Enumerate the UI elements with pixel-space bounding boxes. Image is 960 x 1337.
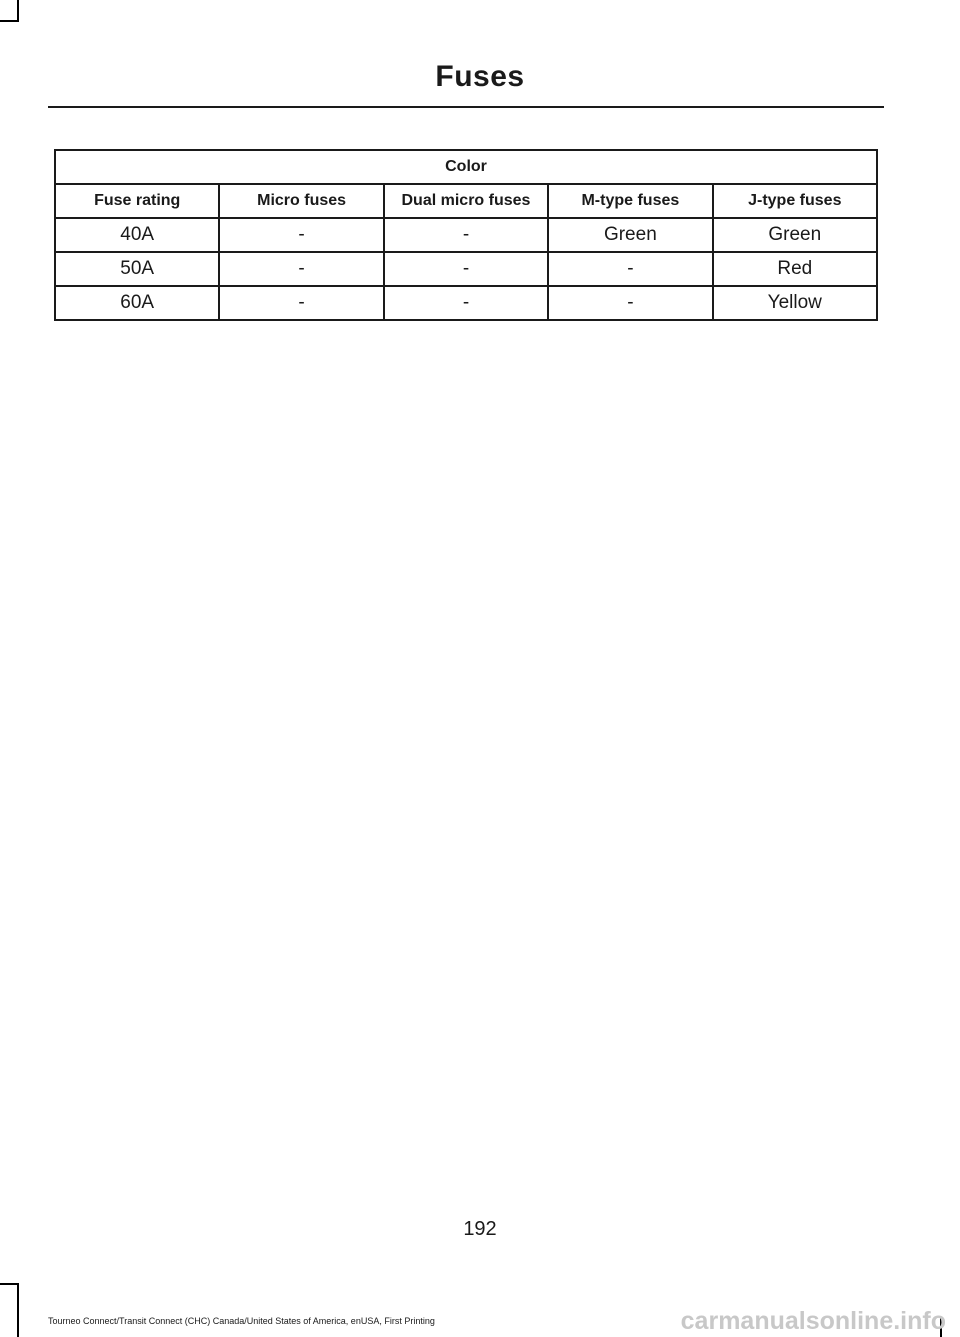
table-header-row xyxy=(55,184,877,218)
table-cell: - xyxy=(384,252,548,286)
table-cell: - xyxy=(219,252,383,286)
table-cell: - xyxy=(548,252,712,286)
column-header-j-type-fuses: J-type fuses xyxy=(713,184,877,218)
watermark-logo: carmanualsonline.info xyxy=(680,1307,946,1335)
table-cell: 40A xyxy=(55,218,219,252)
table-row xyxy=(55,252,877,286)
table-cell: Green xyxy=(713,218,877,252)
table-cell: Red xyxy=(713,252,877,286)
page-title: Fuses xyxy=(435,60,525,93)
fuse-color-table xyxy=(54,149,878,321)
column-header-m-type-fuses: M-type fuses xyxy=(548,184,712,218)
table-cell: Green xyxy=(548,218,712,252)
table-cell: Yellow xyxy=(713,286,877,320)
crop-mark-top-left-v xyxy=(17,0,19,22)
column-header-fuse-rating: Fuse rating xyxy=(55,184,219,218)
table-cell: - xyxy=(548,286,712,320)
table-cell: 50A xyxy=(55,252,219,286)
crop-mark-top-left-h xyxy=(0,20,19,22)
table-cell: - xyxy=(384,286,548,320)
color-group-header: Color xyxy=(55,150,877,184)
page-number: 192 xyxy=(463,1218,497,1240)
table-group-header-row xyxy=(55,150,877,184)
table-row xyxy=(55,286,877,320)
column-header-dual-micro-fuses: Dual micro fuses xyxy=(384,184,548,218)
crop-mark-bottom-left-v xyxy=(17,1283,19,1337)
title-rule xyxy=(48,106,884,108)
table-cell: - xyxy=(219,286,383,320)
table-cell: 60A xyxy=(55,286,219,320)
column-header-micro-fuses: Micro fuses xyxy=(219,184,383,218)
footer-text: Tourneo Connect/Transit Connect (CHC) Canada/United States of America, enUSA, First Printing xyxy=(48,1316,435,1326)
crop-mark-bottom-left-h xyxy=(0,1283,19,1285)
table-cell: - xyxy=(384,218,548,252)
table-cell: - xyxy=(219,218,383,252)
table-row xyxy=(55,218,877,252)
